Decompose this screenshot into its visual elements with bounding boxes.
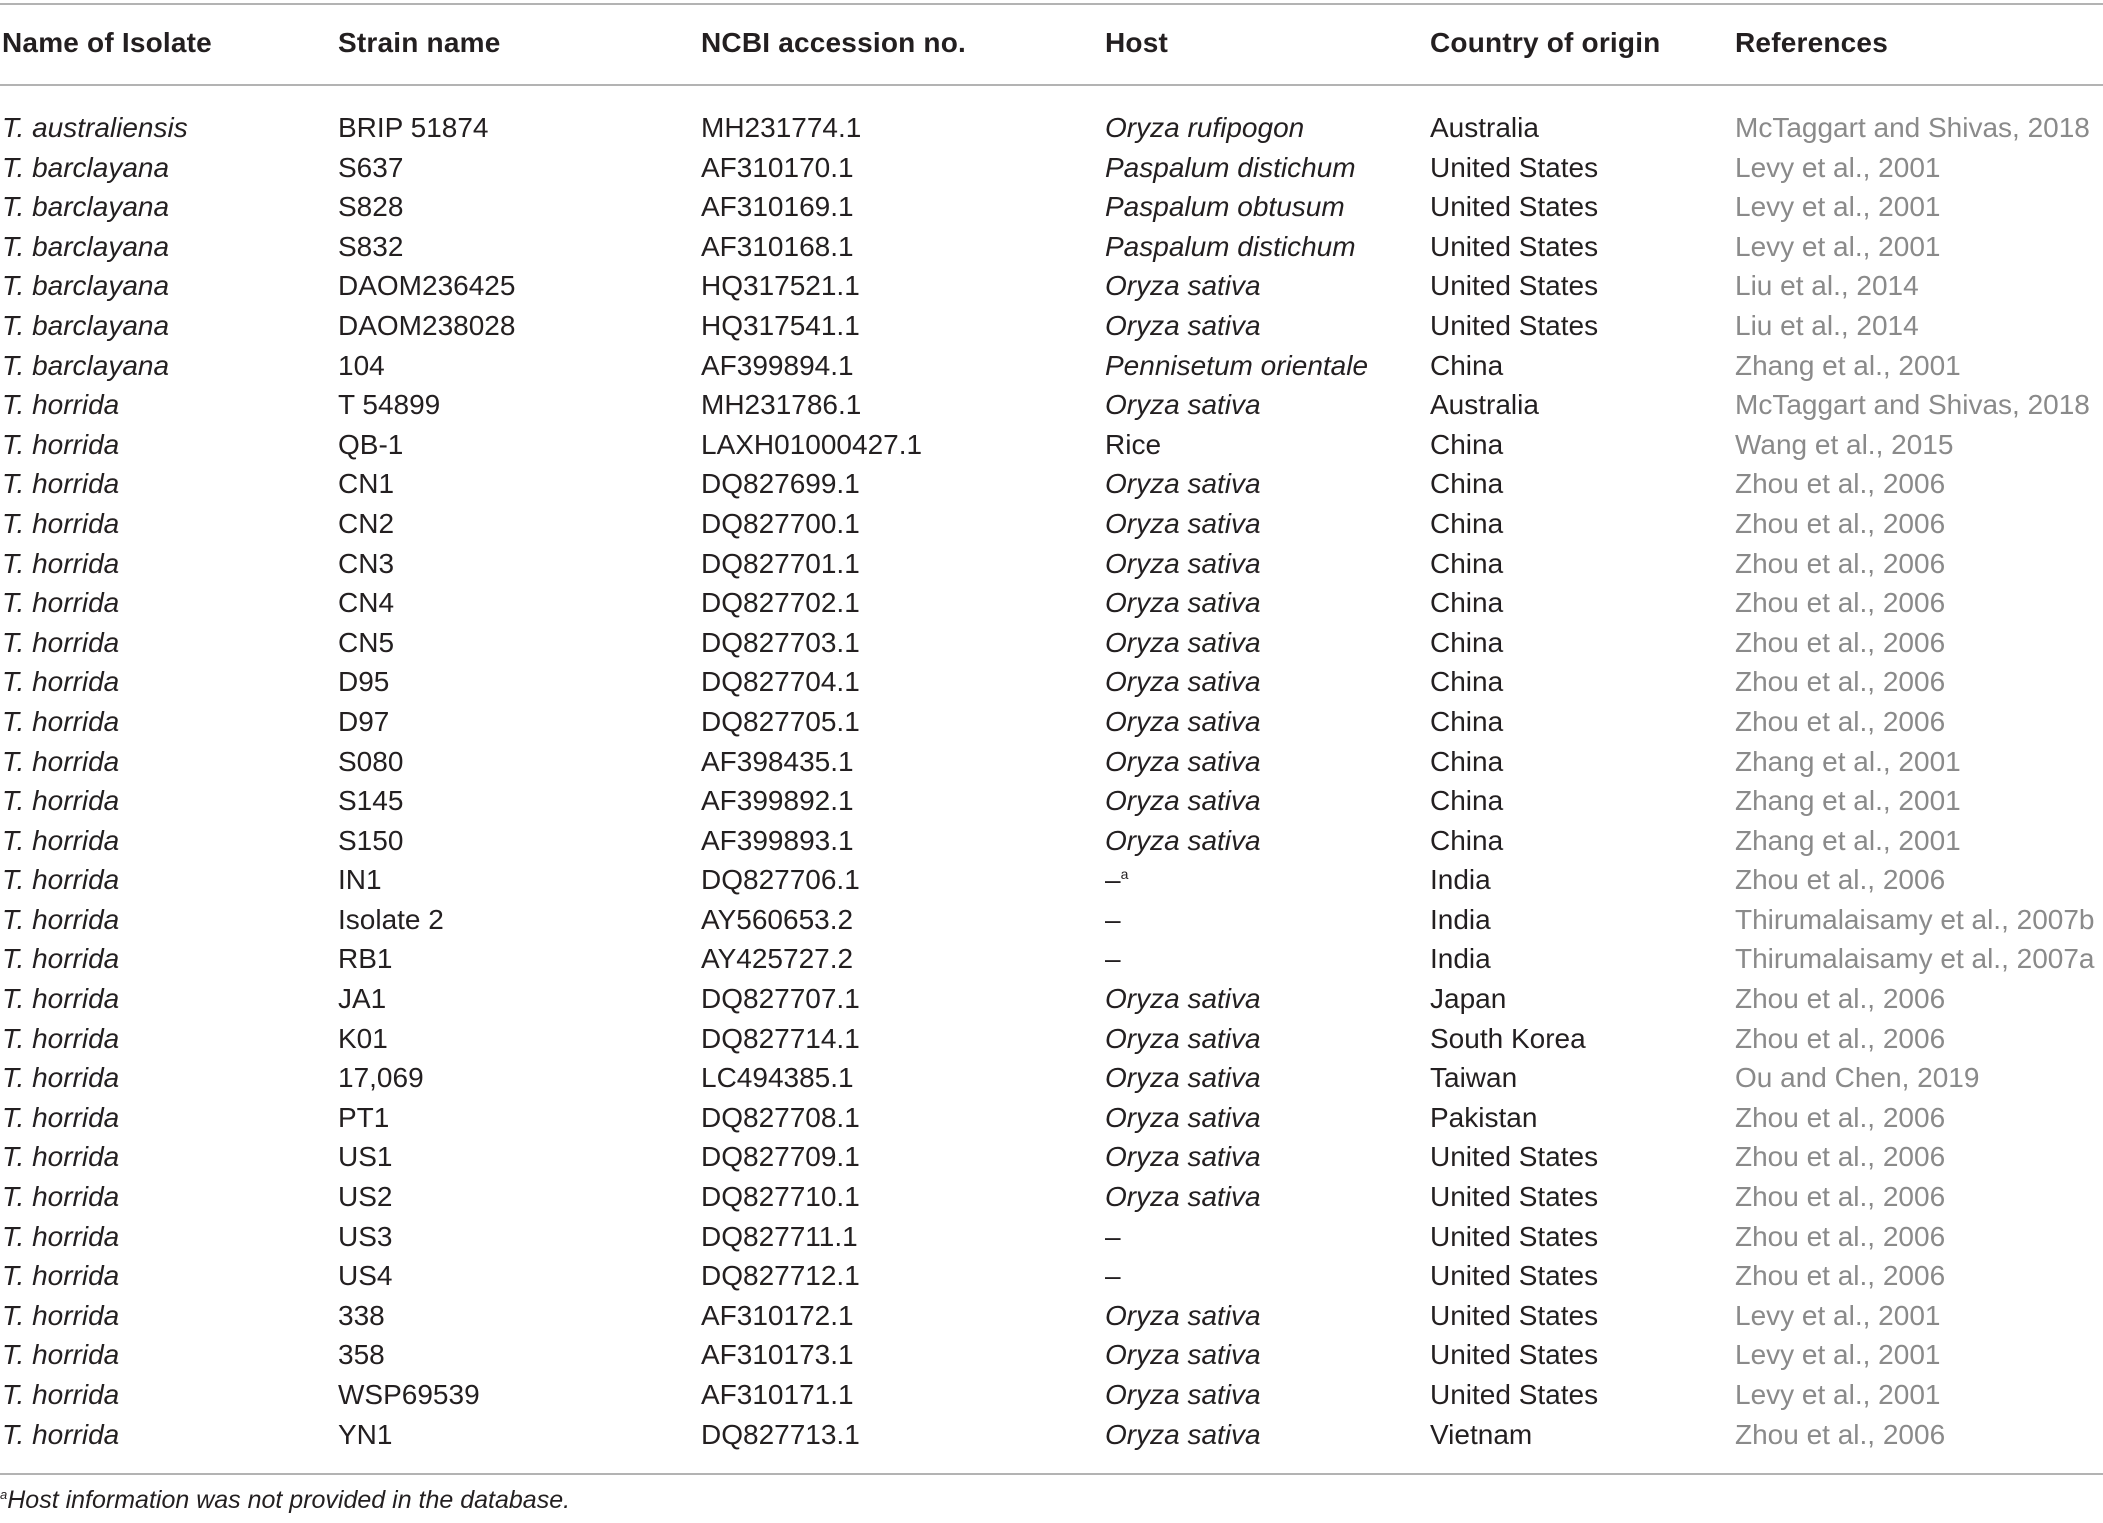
host-text: Paspalum distichum [1105,230,1356,262]
isolate-name-cell: T. horrida [2,626,120,658]
host-text: Oryza sativa [1105,1022,1261,1054]
strain-name-cell: 104 [338,349,385,381]
reference-cell: McTaggart and Shivas, 2018 [1735,112,2090,143]
country-cell: United States [1430,151,1599,183]
isolate-name-cell: T. horrida [2,1062,120,1094]
reference-cell: Zhang et al., 2001 [1735,785,1961,817]
strain-name-cell: CN5 [338,626,395,658]
host-text: Oryza sativa [1105,1418,1261,1450]
accession-cell: DQ827714.1 [701,1022,860,1054]
host-cell [1103,821,1428,861]
table-row [0,504,2103,544]
isolate-name-cell: T. horrida [2,824,120,856]
host-text: – [1105,1260,1121,1292]
country-cell: United States [1430,230,1599,262]
isolate-name-cell: T. barclayana [2,270,170,302]
accession-cell: AF310168.1 [701,230,854,262]
host-cell [1103,623,1428,663]
reference-cell: Zhang et al., 2001 [1735,745,1961,777]
table-row [0,544,2103,584]
host-text: Oryza sativa [1105,626,1261,658]
host-cell [1103,148,1428,188]
accession-cell: DQ827701.1 [701,547,860,579]
host-cell [1103,346,1428,386]
country-cell: China [1430,824,1504,856]
footnote-marker: a [0,1487,8,1502]
strain-name-cell: US3 [338,1220,393,1252]
host-cell [1103,662,1428,702]
reference-cell: Levy et al., 2001 [1735,1299,1941,1331]
host-text: Oryza sativa [1105,1141,1261,1173]
host-cell [1103,227,1428,267]
isolate-name-cell: T. horrida [2,903,120,935]
table-row [0,1217,2103,1257]
host-cell [1103,1335,1428,1375]
accession-cell: AF399893.1 [701,824,854,856]
host-cell [1103,900,1428,940]
isolate-name-cell: T. barclayana [2,230,170,262]
accession-cell: DQ827711.1 [701,1220,858,1252]
strain-name-cell: DAOM236425 [338,270,516,302]
host-text: Oryza rufipogon [1105,112,1305,143]
accession-cell: AF310173.1 [701,1339,854,1371]
country-cell: India [1430,864,1491,896]
accession-cell: DQ827707.1 [701,983,860,1015]
host-cell [1103,1177,1428,1217]
table-row [0,979,2103,1019]
reference-cell: Zhou et al., 2006 [1735,1418,1946,1450]
reference-cell: Levy et al., 2001 [1735,230,1941,262]
host-cell [1103,385,1428,425]
accession-cell: DQ827704.1 [701,666,860,698]
isolate-name-cell: T. horrida [2,1220,120,1252]
host-cell [1103,1137,1428,1177]
host-cell [1103,1415,1428,1455]
host-cell [1103,781,1428,821]
accession-cell: AF310169.1 [701,191,854,223]
country-cell: Taiwan [1430,1062,1518,1094]
table-row [0,702,2103,742]
accession-cell: DQ827709.1 [701,1141,860,1173]
host-cell [1103,742,1428,782]
reference-cell: Zhou et al., 2006 [1735,468,1946,500]
reference-cell: McTaggart and Shivas, 2018 [1735,389,2090,421]
table-row [0,781,2103,821]
accession-cell: HQ317541.1 [701,309,860,341]
accession-cell: DQ827710.1 [701,1181,860,1213]
country-cell: Australia [1430,112,1539,143]
reference-cell: Zhou et al., 2006 [1735,1220,1946,1252]
host-text: – [1105,903,1121,935]
country-cell: China [1430,428,1504,460]
table-row [0,148,2103,188]
country-cell: China [1430,587,1504,619]
host-text: Pennisetum orientale [1105,349,1369,381]
host-text: Oryza sativa [1105,389,1261,421]
table-row [0,425,2103,465]
strain-name-cell: D95 [338,666,390,698]
host-text: Oryza sativa [1105,1062,1261,1094]
reference-cell: Levy et al., 2001 [1735,1379,1941,1410]
isolate-name-cell: T. barclayana [2,191,170,223]
header-name-of-isolate: Name of Isolate [2,27,212,58]
strain-name-cell: 17,069 [338,1062,424,1094]
isolate-name-cell: T. horrida [2,666,120,698]
isolate-name-cell: T. horrida [2,468,120,500]
header-row [0,0,2103,86]
isolate-name-cell: T. horrida [2,1141,120,1173]
host-text: Oryza sativa [1105,1181,1261,1213]
reference-cell: Zhang et al., 2001 [1735,349,1961,381]
host-cell [1103,1256,1428,1296]
table-row [0,306,2103,346]
isolate-name-cell: T. horrida [2,1022,120,1054]
host-text: Oryza sativa [1105,745,1261,777]
host-text: Paspalum distichum [1105,151,1356,183]
accession-cell: AF310170.1 [701,151,854,183]
reference-cell: Levy et al., 2001 [1735,151,1941,183]
strain-name-cell: CN2 [338,507,395,539]
strain-name-cell: Isolate 2 [338,903,444,935]
country-cell: United States [1430,1260,1599,1292]
country-cell: China [1430,349,1504,381]
table-row [0,266,2103,306]
host-text: Paspalum obtusum [1105,191,1345,223]
host-text: Oryza sativa [1105,468,1261,500]
reference-cell: Ou and Chen, 2019 [1735,1062,1980,1094]
host-text: Oryza sativa [1105,270,1261,302]
host-cell [1103,702,1428,742]
table-row [0,742,2103,782]
accession-cell: AF399892.1 [701,785,854,817]
isolate-name-cell: T. horrida [2,1101,120,1133]
reference-cell: Thirumalaisamy et al., 2007a [1735,943,2095,975]
isolate-name-cell: T. barclayana [2,309,170,341]
accession-cell: DQ827699.1 [701,468,860,500]
table-row [0,187,2103,227]
strain-name-cell: S145 [338,785,404,817]
reference-cell: Thirumalaisamy et al., 2007b [1735,903,2095,935]
country-cell: Australia [1430,389,1539,421]
host-footnote-marker: a [1120,866,1129,883]
country-cell: China [1430,468,1504,500]
country-cell: India [1430,943,1491,975]
header-host: Host [1105,27,1169,58]
strain-name-cell: QB-1 [338,428,404,460]
strain-name-cell: IN1 [338,864,382,896]
strain-name-cell: JA1 [338,983,387,1015]
isolate-name-cell: T. australiensis [2,112,188,143]
isolate-name-cell: T. horrida [2,587,120,619]
country-cell: United States [1430,1181,1599,1213]
host-cell [1103,860,1428,900]
country-cell: India [1430,903,1491,935]
table-row [0,346,2103,386]
accession-cell: AF399894.1 [701,349,854,381]
accession-cell: LAXH01000427.1 [701,428,923,460]
country-cell: United States [1430,270,1599,302]
host-cell [1103,464,1428,504]
host-text: Oryza sativa [1105,785,1261,817]
host-cell [1103,939,1428,979]
host-text: Oryza sativa [1105,824,1261,856]
country-cell: Japan [1430,983,1507,1015]
footnote-text: Host information was not provided in the database. [7,1486,571,1514]
table-row [0,464,2103,504]
table-row [0,1256,2103,1296]
strain-name-cell: PT1 [338,1101,390,1133]
strain-name-cell: RB1 [338,943,393,975]
strain-name-cell: CN4 [338,587,395,619]
accession-cell: MH231786.1 [701,389,862,421]
table-footnote [0,1486,570,1515]
accession-cell: DQ827705.1 [701,705,860,737]
reference-cell: Zhou et al., 2006 [1735,705,1946,737]
reference-cell: Zhou et al., 2006 [1735,864,1946,896]
table-row [0,1177,2103,1217]
strain-name-cell: S080 [338,745,404,777]
country-cell: China [1430,547,1504,579]
table-row [0,385,2103,425]
strain-name-cell: DAOM238028 [338,309,516,341]
isolate-name-cell: T. barclayana [2,151,170,183]
table-row [0,900,2103,940]
host-cell [1103,1058,1428,1098]
country-cell: China [1430,705,1504,737]
strain-name-cell: US2 [338,1181,393,1213]
country-cell: United States [1430,1299,1599,1331]
header-ncbi-accession: NCBI accession no. [701,27,967,58]
strain-name-cell: 338 [338,1299,385,1331]
reference-cell: Wang et al., 2015 [1735,428,1954,460]
strain-name-cell: YN1 [338,1418,393,1450]
isolate-name-cell: T. horrida [2,1181,120,1213]
isolate-name-cell: T. horrida [2,1339,120,1371]
country-cell: United States [1430,309,1599,341]
table-row [0,1098,2103,1138]
reference-cell: Zhou et al., 2006 [1735,1181,1946,1213]
host-cell [1103,1019,1428,1059]
reference-cell: Zhou et al., 2006 [1735,1141,1946,1173]
country-cell: China [1430,507,1504,539]
country-cell: China [1430,785,1504,817]
country-cell: United States [1430,1339,1599,1371]
host-cell [1103,187,1428,227]
host-text: Oryza sativa [1105,1379,1261,1410]
isolate-name-cell: T. horrida [2,1418,120,1450]
strain-name-cell: US4 [338,1260,393,1292]
accession-cell: AF310171.1 [701,1379,854,1410]
table-row [0,939,2103,979]
host-cell [1103,979,1428,1019]
isolate-name-cell: T. horrida [2,705,120,737]
header-country-of-origin: Country of origin [1430,27,1661,58]
strain-name-cell: T 54899 [338,389,441,421]
strain-name-cell: S828 [338,191,404,223]
accession-cell: AY425727.2 [701,943,854,975]
table-row [0,227,2103,267]
host-cell [1103,425,1428,465]
host-text: Oryza sativa [1105,983,1261,1015]
table-row [0,1335,2103,1375]
reference-cell: Zhou et al., 2006 [1735,1101,1946,1133]
host-text: – [1105,864,1121,896]
isolate-name-cell: T. horrida [2,547,120,579]
table-bottom-rule [0,1473,2103,1475]
host-cell [1103,266,1428,306]
accession-cell: DQ827712.1 [701,1260,860,1292]
country-cell: United States [1430,1379,1599,1410]
reference-cell: Zhou et al., 2006 [1735,587,1946,619]
table-row [0,86,2103,148]
host-text: Oryza sativa [1105,1299,1261,1331]
accession-cell: DQ827703.1 [701,626,860,658]
strain-name-cell: CN1 [338,468,395,500]
isolate-name-cell: T. horrida [2,1260,120,1292]
strain-name-cell: WSP69539 [338,1379,480,1410]
table-row [0,1375,2103,1415]
table-body [0,86,2103,1454]
strain-name-cell: CN3 [338,547,395,579]
table-row [0,662,2103,702]
reference-cell: Zhou et al., 2006 [1735,983,1946,1015]
host-cell [1103,1098,1428,1138]
reference-cell: Zhou et al., 2006 [1735,507,1946,539]
strain-name-cell: S832 [338,230,404,262]
strain-name-cell: BRIP 51874 [338,112,489,143]
host-text: – [1105,1220,1121,1252]
accession-cell: AF398435.1 [701,745,854,777]
reference-cell: Zhou et al., 2006 [1735,1022,1946,1054]
isolate-name-cell: T. horrida [2,507,120,539]
accession-cell: DQ827713.1 [701,1418,860,1450]
table-row [0,623,2103,663]
table-row [0,1415,2103,1455]
table-header [0,0,2103,86]
host-text: Oryza sativa [1105,1101,1261,1133]
isolate-name-cell: T. barclayana [2,349,170,381]
host-cell [1103,504,1428,544]
reference-cell: Zhou et al., 2006 [1735,626,1946,658]
host-text: – [1105,943,1121,975]
host-text: Oryza sativa [1105,587,1261,619]
country-cell: Pakistan [1430,1101,1538,1133]
table-row [0,583,2103,623]
accession-cell: DQ827700.1 [701,507,860,539]
host-cell [1103,544,1428,584]
accession-cell: LC494385.1 [701,1062,854,1094]
table-row [0,1296,2103,1336]
host-cell [1103,1375,1428,1415]
table-row [0,821,2103,861]
host-text: Oryza sativa [1105,309,1261,341]
strain-name-cell: D97 [338,705,390,737]
table-row [0,1137,2103,1177]
country-cell: South Korea [1430,1022,1586,1054]
reference-cell: Zhou et al., 2006 [1735,547,1946,579]
table-row [0,1019,2103,1059]
accession-cell: AF310172.1 [701,1299,854,1331]
accession-cell: DQ827702.1 [701,587,860,619]
isolate-name-cell: T. horrida [2,1379,120,1410]
host-cell [1103,306,1428,346]
country-cell: United States [1430,1220,1599,1252]
accession-cell: DQ827706.1 [701,864,860,896]
reference-cell: Zhou et al., 2006 [1735,666,1946,698]
country-cell: China [1430,626,1504,658]
strain-name-cell: K01 [338,1022,388,1054]
host-cell [1103,583,1428,623]
table-row [0,1058,2103,1098]
host-cell [1103,1217,1428,1257]
isolate-name-cell: T. horrida [2,745,120,777]
accession-cell: DQ827708.1 [701,1101,860,1133]
reference-cell: Zhang et al., 2001 [1735,824,1961,856]
strain-name-cell: S637 [338,151,404,183]
reference-cell: Levy et al., 2001 [1735,191,1941,223]
reference-cell: Liu et al., 2014 [1735,309,1919,341]
isolate-name-cell: T. horrida [2,785,120,817]
accession-cell: AY560653.2 [701,903,854,935]
accession-cell: MH231774.1 [701,112,862,143]
host-text: Oryza sativa [1105,507,1261,539]
country-cell: United States [1430,191,1599,223]
strain-name-cell: 358 [338,1339,385,1371]
header-references: References [1735,27,1888,58]
country-cell: Vietnam [1430,1418,1533,1450]
isolate-name-cell: T. horrida [2,864,120,896]
strain-name-cell: US1 [338,1141,393,1173]
country-cell: China [1430,745,1504,777]
isolate-name-cell: T. horrida [2,983,120,1015]
host-cell [1103,1296,1428,1336]
host-text: Oryza sativa [1105,547,1261,579]
reference-cell: Liu et al., 2014 [1735,270,1919,302]
strain-name-cell: S150 [338,824,404,856]
country-cell: United States [1430,1141,1599,1173]
reference-cell: Zhou et al., 2006 [1735,1260,1946,1292]
country-cell: China [1430,666,1504,698]
table-row [0,860,2103,900]
host-text: Oryza sativa [1105,1339,1261,1371]
reference-cell: Levy et al., 2001 [1735,1339,1941,1371]
isolate-name-cell: T. horrida [2,943,120,975]
accession-cell: HQ317521.1 [701,270,860,302]
host-text: Rice [1105,428,1162,460]
isolate-name-cell: T. horrida [2,389,120,421]
host-text: Oryza sativa [1105,666,1261,698]
isolate-name-cell: T. horrida [2,428,120,460]
isolate-name-cell: T. horrida [2,1299,120,1331]
host-text: Oryza sativa [1105,705,1261,737]
header-strain-name: Strain name [338,27,501,58]
host-cell [1103,86,1428,148]
